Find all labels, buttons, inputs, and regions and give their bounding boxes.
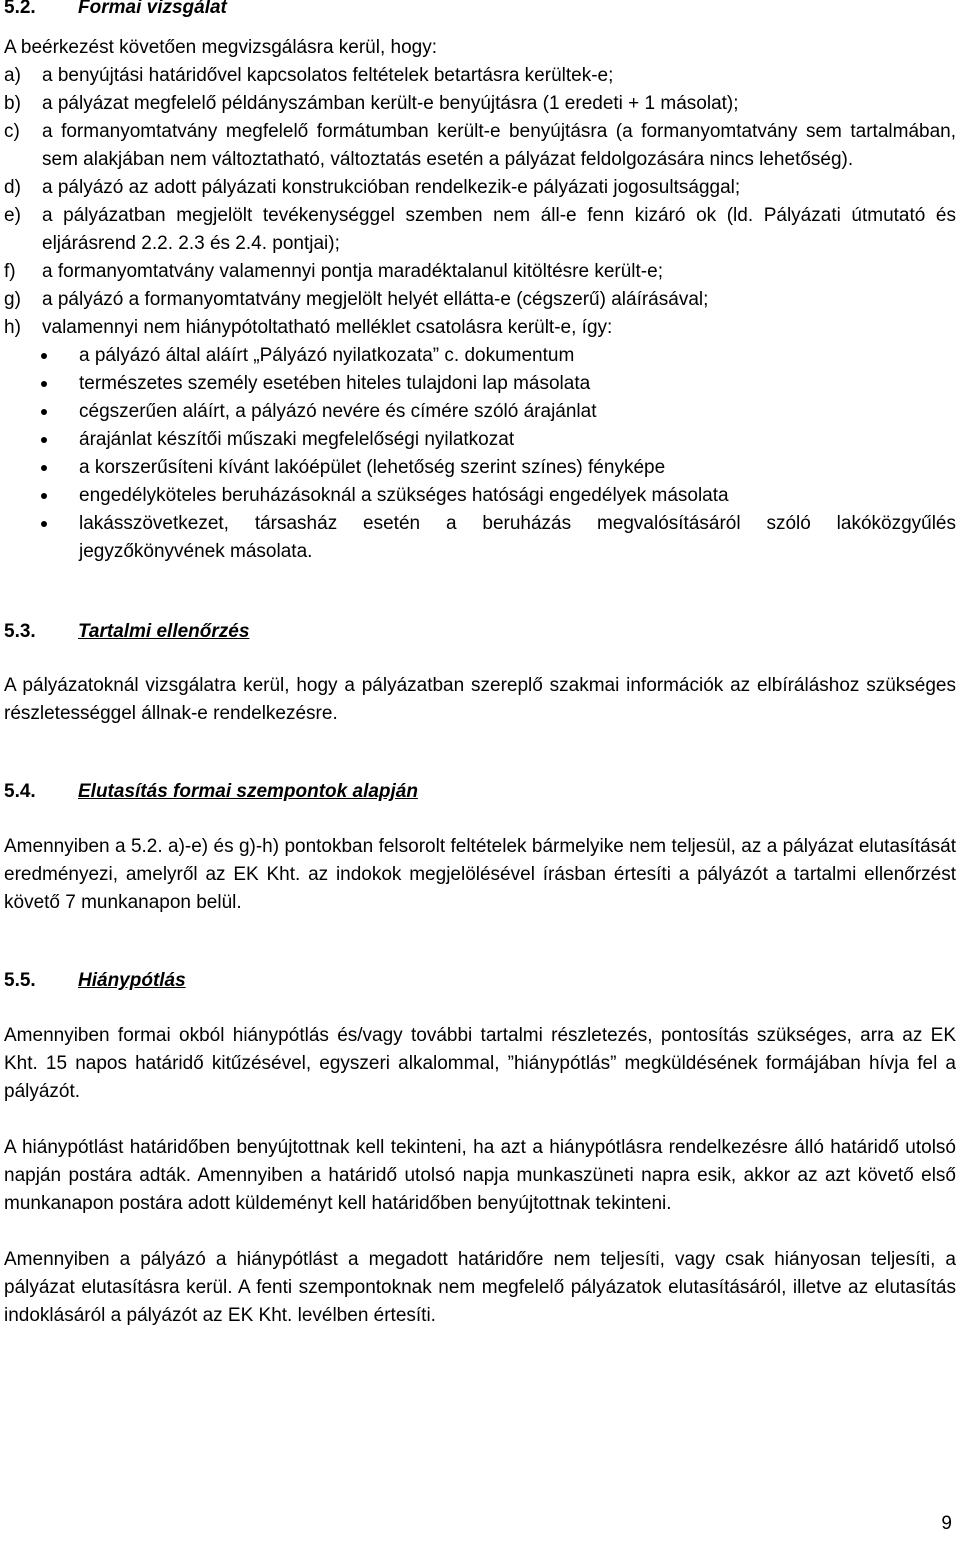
item-label: h) (4, 317, 21, 338)
item-text: a pályázó a formanyomtatvány megjelölt helyét ellátta-e (cégszerű) aláírásával; (42, 289, 709, 310)
bullet-dot-icon (4, 510, 79, 566)
bullet-item (4, 454, 956, 482)
section-number: 5.4. (4, 781, 36, 802)
item-text: a benyújtási határidővel kapcsolatos feltételek betartásra kerültek-e; (42, 65, 614, 86)
item-text: a pályázó az adott pályázati konstrukcióban rendelkezik-e pályázati jogosultsággal; (42, 177, 741, 198)
bullet-text: cégszerűen aláírt, a pályázó nevére és címére szóló árajánlat (79, 401, 597, 422)
bullet-item (4, 482, 956, 510)
bullet-item (4, 342, 956, 370)
list-item (4, 174, 956, 202)
item-text: a formanyomtatvány valamennyi pontja maradéktalanul kitöltésre került-e; (42, 261, 663, 282)
section-title: Hiánypótlás (78, 970, 186, 991)
list-item (4, 118, 956, 174)
bullet-dot-icon (4, 370, 79, 398)
page-number: 9 (941, 1513, 952, 1534)
item-text: a formanyomtatvány megfelelő formátumban került-e benyújtásra (a formanyomtatvány sem tartalmában, sem alakjában nem változtatható, változtatás esetén a pályázat feldolgozására nincs lehetőség). (42, 121, 956, 170)
list-item (4, 90, 956, 118)
list-item (4, 62, 956, 90)
section-5-2-heading (4, 0, 956, 22)
item-text: valamennyi nem hiánypótoltatható melléklet csatolásra került-e, így: (42, 317, 613, 338)
list-item (4, 202, 956, 258)
list-item (4, 286, 956, 314)
item-text: a pályázat megfelelő példányszámban került-e benyújtásra (1 eredeti + 1 másolat); (42, 93, 739, 114)
bullet-item (4, 398, 956, 426)
section-number: 5.3. (4, 621, 36, 642)
section-title: Formai vizsgálat (78, 0, 227, 18)
section-title: Tartalmi ellenőrzés (78, 621, 250, 642)
section-number: 5.5. (4, 970, 36, 991)
bullet-dot-icon (4, 482, 79, 510)
document-page (4, 0, 956, 1330)
list-item (4, 314, 956, 342)
bullet-dot-icon (4, 398, 79, 426)
bullet-text: a korszerűsíteni kívánt lakóépület (lehetőség szerint színes) fényképe (79, 457, 666, 478)
bullet-text: a pályázó által aláírt „Pályázó nyilatkozata” c. dokumentum (79, 345, 575, 366)
item-text: a pályázatban megjelölt tevékenységgel szemben nem áll-e fenn kizáró ok (ld. Pályázati útmutató és eljárásrend 2.2. 2.3 és 2.4. pontjai); (42, 205, 956, 254)
bullet-item (4, 510, 956, 566)
item-label: g) (4, 289, 21, 310)
item-label: f) (4, 261, 16, 282)
section-number: 5.2. (4, 0, 36, 18)
bullet-text: természetes személy esetében hiteles tulajdoni lap másolata (79, 373, 591, 394)
section-5-5-paragraph: Amennyiben a pályázó a hiánypótlást a megadott határidőre nem teljesíti, vagy csak hiányosan teljesíti, a pályázat elutasításra kerül. A fenti szempontoknak nem megfelelő pályázatok elutasításáról, illetve az elutasítás indoklásáról a pályázót az EK Kht. levélben értesíti. (4, 1249, 956, 1326)
section-5-5-paragraph: Amennyiben formai okból hiánypótlás és/vagy további tartalmi részletezés, pontosítás szükséges, arra az EK Kht. 15 napos határidő kitűzésével, egyszeri alkalommal, ”hiánypótlás” megküldésének formájában hívja fel a pályázót. (4, 1025, 956, 1102)
item-label: a) (4, 65, 21, 86)
bullet-item (4, 426, 956, 454)
bullet-dot-icon (4, 342, 79, 370)
section-5-3-text: A pályázatoknál vizsgálatra kerül, hogy a pályázatban szereplő szakmai információk az elbíráláshoz szükséges részletességgel állnak-e rendelkezésre. (4, 675, 956, 724)
list-item (4, 258, 956, 286)
section-5-5-heading (4, 967, 956, 995)
item-label: e) (4, 205, 21, 226)
item-label: b) (4, 93, 21, 114)
bullet-dot-icon (4, 454, 79, 482)
item-label: c) (4, 121, 20, 142)
bullet-text: engedélyköteles beruházásoknál a szükséges hatósági engedélyek másolata (79, 485, 729, 506)
section-5-4-text: Amennyiben a 5.2. a)-e) és g)-h) pontokban felsorolt feltételek bármelyike nem teljesül, az a pályázat elutasítását eredményezi, amelyről az EK Kht. az indokok megjelölésével írásban értesíti a pályázót a tartalmi ellenőrzést követő 7 munkanapon belül. (4, 836, 956, 913)
bullet-dot-icon (4, 426, 79, 454)
section-title: Elutasítás formai szempontok alapján (78, 781, 418, 802)
section-5-4-heading (4, 778, 956, 806)
item-label: d) (4, 177, 21, 198)
intro-text: A beérkezést követően megvizsgálásra kerül, hogy: (4, 37, 438, 58)
section-5-5-paragraph: A hiánypótlást határidőben benyújtottnak kell tekinteni, ha azt a hiánypótlásra rendelkezésre álló határidő utolsó napján postára adták. Amennyiben a határidő utolsó napja munkaszüneti napra esik, akkor az azt követő első munkanapon postára adott küldeményt kell határidőben benyújtottnak tekinteni. (4, 1137, 956, 1214)
bullet-text: lakásszövetkezet, társasház esetén a beruházás megvalósításáról szóló lakóközgyűlés jegyzőkönyvének másolata. (79, 513, 956, 562)
bullet-item (4, 370, 956, 398)
bullet-text: árajánlat készítői műszaki megfelelőségi nyilatkozat (79, 429, 515, 450)
section-5-3-heading (4, 618, 956, 646)
